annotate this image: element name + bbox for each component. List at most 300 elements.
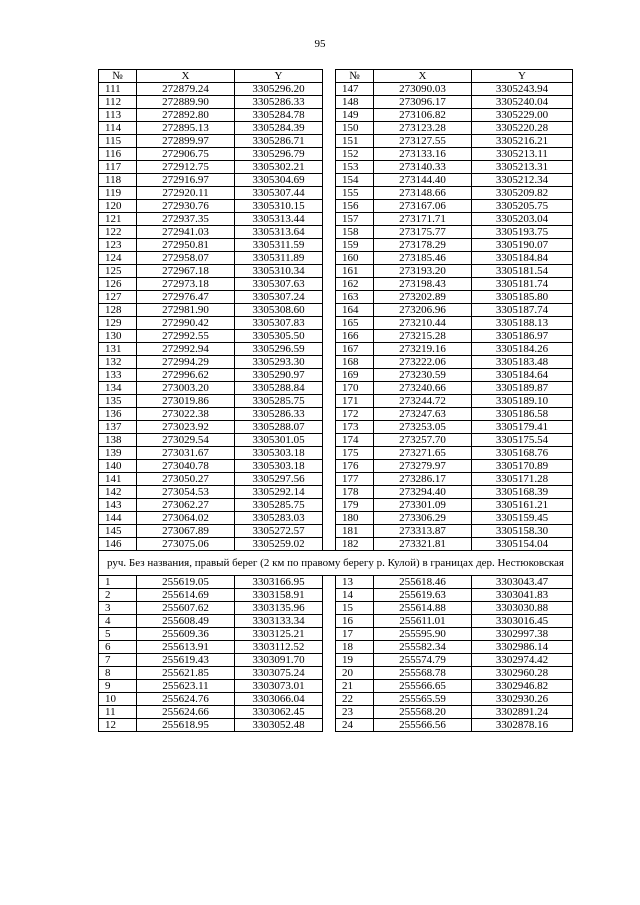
point-number: 151: [336, 135, 374, 148]
header-y: Y: [472, 70, 573, 83]
x-coordinate: 255613.91: [137, 641, 235, 654]
y-coordinate: 3305181.54: [472, 265, 573, 278]
column-gap: [323, 719, 336, 732]
table-row: [99, 602, 573, 615]
point-number: 162: [336, 278, 374, 291]
table-row: [99, 252, 573, 265]
point-number: 3: [99, 602, 137, 615]
point-number: 137: [99, 421, 137, 434]
point-number: 163: [336, 291, 374, 304]
section-title-body: [99, 551, 573, 576]
x-coordinate: 255619.05: [137, 576, 235, 589]
y-coordinate: 3305285.75: [235, 395, 323, 408]
point-number: 117: [99, 161, 137, 174]
x-coordinate: 255619.43: [137, 654, 235, 667]
y-coordinate: 3303166.95: [235, 576, 323, 589]
y-coordinate: 3305288.84: [235, 382, 323, 395]
column-gap: [323, 226, 336, 239]
column-gap: [323, 174, 336, 187]
point-number: 160: [336, 252, 374, 265]
x-coordinate: 255614.69: [137, 589, 235, 602]
x-coordinate: 273148.66: [374, 187, 472, 200]
point-number: 6: [99, 641, 137, 654]
x-coordinate: 273127.55: [374, 135, 472, 148]
point-number: 154: [336, 174, 374, 187]
y-coordinate: 3305175.54: [472, 434, 573, 447]
x-coordinate: 255566.56: [374, 719, 472, 732]
y-coordinate: 3303073.01: [235, 680, 323, 693]
point-number: 176: [336, 460, 374, 473]
point-number: 157: [336, 213, 374, 226]
y-coordinate: 3305220.28: [472, 122, 573, 135]
point-number: 171: [336, 395, 374, 408]
y-coordinate: 3302974.42: [472, 654, 573, 667]
y-coordinate: 3305307.24: [235, 291, 323, 304]
column-gap: [323, 356, 336, 369]
column-gap: [323, 706, 336, 719]
section-title-row: [99, 551, 573, 576]
column-gap: [323, 265, 336, 278]
x-coordinate: 272976.47: [137, 291, 235, 304]
y-coordinate: 3305189.10: [472, 395, 573, 408]
y-coordinate: 3305154.04: [472, 538, 573, 551]
y-coordinate: 3305158.30: [472, 525, 573, 538]
point-number: 138: [99, 434, 137, 447]
point-number: 131: [99, 343, 137, 356]
x-coordinate: 272941.03: [137, 226, 235, 239]
x-coordinate: 255611.01: [374, 615, 472, 628]
y-coordinate: 3303135.96: [235, 602, 323, 615]
y-coordinate: 3305189.87: [472, 382, 573, 395]
y-coordinate: 3303158.91: [235, 589, 323, 602]
y-coordinate: 3305240.04: [472, 96, 573, 109]
y-coordinate: 3305311.59: [235, 239, 323, 252]
point-number: 172: [336, 408, 374, 421]
y-coordinate: 3305168.76: [472, 447, 573, 460]
y-coordinate: 3305304.69: [235, 174, 323, 187]
point-number: 149: [336, 109, 374, 122]
x-coordinate: 273171.71: [374, 213, 472, 226]
y-coordinate: 3305310.34: [235, 265, 323, 278]
column-gap: [323, 213, 336, 226]
column-gap: [323, 304, 336, 317]
x-coordinate: 273206.96: [374, 304, 472, 317]
point-number: 4: [99, 615, 137, 628]
point-number: 174: [336, 434, 374, 447]
y-coordinate: 3305212.34: [472, 174, 573, 187]
table-row: [99, 719, 573, 732]
y-coordinate: 3305313.44: [235, 213, 323, 226]
x-coordinate: 273019.86: [137, 395, 235, 408]
point-number: 168: [336, 356, 374, 369]
table-row: [99, 421, 573, 434]
table-row: [99, 304, 573, 317]
page-number: 95: [314, 38, 326, 50]
x-coordinate: 272973.18: [137, 278, 235, 291]
y-coordinate: 3305303.18: [235, 447, 323, 460]
x-coordinate: 272916.97: [137, 174, 235, 187]
column-gap: [323, 602, 336, 615]
y-coordinate: 3305184.84: [472, 252, 573, 265]
y-coordinate: 3303075.24: [235, 667, 323, 680]
table-row: [99, 576, 573, 589]
x-coordinate: 273031.67: [137, 447, 235, 460]
point-number: 165: [336, 317, 374, 330]
table-row: [99, 512, 573, 525]
x-coordinate: 273067.89: [137, 525, 235, 538]
column-gap: [323, 434, 336, 447]
column-gap: [323, 525, 336, 538]
header-x: X: [374, 70, 472, 83]
x-coordinate: 255582.34: [374, 641, 472, 654]
column-gap: [323, 512, 336, 525]
y-coordinate: 3305186.58: [472, 408, 573, 421]
point-number: 164: [336, 304, 374, 317]
point-number: 155: [336, 187, 374, 200]
point-number: 132: [99, 356, 137, 369]
x-coordinate: 273175.77: [374, 226, 472, 239]
point-number: 111: [99, 83, 137, 96]
column-gap: [323, 161, 336, 174]
y-coordinate: 3305184.64: [472, 369, 573, 382]
x-coordinate: 273210.44: [374, 317, 472, 330]
column-gap: [323, 615, 336, 628]
y-coordinate: 3303052.48: [235, 719, 323, 732]
point-number: 175: [336, 447, 374, 460]
column-gap: [323, 369, 336, 382]
x-coordinate: 272992.94: [137, 343, 235, 356]
y-coordinate: 3305311.89: [235, 252, 323, 265]
column-gap: [323, 447, 336, 460]
x-coordinate: 273106.82: [374, 109, 472, 122]
table-row: [99, 434, 573, 447]
column-gap: [323, 330, 336, 343]
point-number: 24: [336, 719, 374, 732]
x-coordinate: 272920.11: [137, 187, 235, 200]
table-row: [99, 330, 573, 343]
x-coordinate: 272895.13: [137, 122, 235, 135]
x-coordinate: 273271.65: [374, 447, 472, 460]
point-number: 161: [336, 265, 374, 278]
y-coordinate: 3302986.14: [472, 641, 573, 654]
point-number: 139: [99, 447, 137, 460]
y-coordinate: 3305297.56: [235, 473, 323, 486]
point-number: 129: [99, 317, 137, 330]
table-row: [99, 499, 573, 512]
x-coordinate: 273133.16: [374, 148, 472, 161]
point-number: 141: [99, 473, 137, 486]
point-number: 14: [336, 589, 374, 602]
y-coordinate: 3305272.57: [235, 525, 323, 538]
point-number: 22: [336, 693, 374, 706]
table-row: [99, 654, 573, 667]
point-number: 121: [99, 213, 137, 226]
column-gap: [323, 473, 336, 486]
table-row: [99, 693, 573, 706]
y-coordinate: 3302878.16: [472, 719, 573, 732]
column-gap: [323, 693, 336, 706]
column-gap: [323, 641, 336, 654]
point-number: 145: [99, 525, 137, 538]
point-number: 169: [336, 369, 374, 382]
x-coordinate: 272994.29: [137, 356, 235, 369]
point-number: 11: [99, 706, 137, 719]
point-number: 9: [99, 680, 137, 693]
header-num: №: [99, 70, 137, 83]
x-coordinate: 255595.90: [374, 628, 472, 641]
x-coordinate: 273054.53: [137, 486, 235, 499]
table-row: [99, 382, 573, 395]
x-coordinate: 272967.18: [137, 265, 235, 278]
x-coordinate: 272950.81: [137, 239, 235, 252]
x-coordinate: 255624.76: [137, 693, 235, 706]
y-coordinate: 3305216.21: [472, 135, 573, 148]
point-number: 148: [336, 96, 374, 109]
table-row: [99, 226, 573, 239]
x-coordinate: 273075.06: [137, 538, 235, 551]
x-coordinate: 272958.07: [137, 252, 235, 265]
x-coordinate: 273301.09: [374, 499, 472, 512]
y-coordinate: 3305305.50: [235, 330, 323, 343]
point-number: 2: [99, 589, 137, 602]
point-number: 142: [99, 486, 137, 499]
table-row: [99, 278, 573, 291]
y-coordinate: 3305161.21: [472, 499, 573, 512]
point-number: 134: [99, 382, 137, 395]
y-coordinate: 3302960.28: [472, 667, 573, 680]
table-row: [99, 589, 573, 602]
y-coordinate: 3305293.30: [235, 356, 323, 369]
y-coordinate: 3302997.38: [472, 628, 573, 641]
table-row: [99, 174, 573, 187]
y-coordinate: 3305285.75: [235, 499, 323, 512]
y-coordinate: 3305296.79: [235, 148, 323, 161]
table-row: [99, 680, 573, 693]
y-coordinate: 3305190.07: [472, 239, 573, 252]
point-number: 144: [99, 512, 137, 525]
y-coordinate: 3305159.45: [472, 512, 573, 525]
x-coordinate: 273140.33: [374, 161, 472, 174]
table-row: [99, 460, 573, 473]
y-coordinate: 3305179.41: [472, 421, 573, 434]
point-number: 177: [336, 473, 374, 486]
y-coordinate: 3305284.78: [235, 109, 323, 122]
column-gap: [323, 317, 336, 330]
y-coordinate: 3303125.21: [235, 628, 323, 641]
table-row: [99, 447, 573, 460]
column-gap: [323, 421, 336, 434]
point-number: 181: [336, 525, 374, 538]
x-coordinate: 255609.36: [137, 628, 235, 641]
column-gap: [323, 486, 336, 499]
table-row: [99, 369, 573, 382]
column-gap: [323, 148, 336, 161]
y-coordinate: 3305290.97: [235, 369, 323, 382]
point-number: 150: [336, 122, 374, 135]
point-number: 146: [99, 538, 137, 551]
table-row: [99, 395, 573, 408]
x-coordinate: 272981.90: [137, 304, 235, 317]
y-coordinate: 3305292.14: [235, 486, 323, 499]
x-coordinate: 273003.20: [137, 382, 235, 395]
y-coordinate: 3305243.94: [472, 83, 573, 96]
point-number: 152: [336, 148, 374, 161]
section-title: руч. Без названия, правый берег (2 км по правому берегу р. Кулой) в границах дер. Нестюковская: [99, 551, 573, 576]
x-coordinate: 273306.29: [374, 512, 472, 525]
x-coordinate: 272889.90: [137, 96, 235, 109]
x-coordinate: 255574.79: [374, 654, 472, 667]
x-coordinate: 273022.38: [137, 408, 235, 421]
x-coordinate: 255623.11: [137, 680, 235, 693]
table-row: [99, 473, 573, 486]
y-coordinate: 3305188.13: [472, 317, 573, 330]
y-coordinate: 3305301.05: [235, 434, 323, 447]
table-row: [99, 122, 573, 135]
x-coordinate: 272930.76: [137, 200, 235, 213]
y-coordinate: 3305284.39: [235, 122, 323, 135]
y-coordinate: 3305308.60: [235, 304, 323, 317]
point-number: 179: [336, 499, 374, 512]
table-row: [99, 525, 573, 538]
y-coordinate: 3305205.75: [472, 200, 573, 213]
point-number: 158: [336, 226, 374, 239]
point-number: 7: [99, 654, 137, 667]
column-gap: [323, 589, 336, 602]
point-number: 182: [336, 538, 374, 551]
x-coordinate: 255621.85: [137, 667, 235, 680]
y-coordinate: 3305183.48: [472, 356, 573, 369]
point-number: 143: [99, 499, 137, 512]
point-number: 135: [99, 395, 137, 408]
column-gap: [323, 667, 336, 680]
table-row: [99, 667, 573, 680]
y-coordinate: 3305283.03: [235, 512, 323, 525]
y-coordinate: 3305213.11: [472, 148, 573, 161]
table-row: [99, 538, 573, 551]
table-row: [99, 486, 573, 499]
y-coordinate: 3305296.20: [235, 83, 323, 96]
table-row: [99, 706, 573, 719]
x-coordinate: 272937.35: [137, 213, 235, 226]
y-coordinate: 3305286.33: [235, 96, 323, 109]
x-coordinate: 273062.27: [137, 499, 235, 512]
x-coordinate: 273198.43: [374, 278, 472, 291]
table-row: [99, 96, 573, 109]
y-coordinate: 3305185.80: [472, 291, 573, 304]
x-coordinate: 255566.65: [374, 680, 472, 693]
y-coordinate: 3303062.45: [235, 706, 323, 719]
y-coordinate: 3305187.74: [472, 304, 573, 317]
x-coordinate: 273244.72: [374, 395, 472, 408]
column-gap: [323, 460, 336, 473]
table-row: [99, 628, 573, 641]
x-coordinate: 272912.75: [137, 161, 235, 174]
point-number: 114: [99, 122, 137, 135]
point-number: 17: [336, 628, 374, 641]
y-coordinate: 3305286.71: [235, 135, 323, 148]
y-coordinate: 3302891.24: [472, 706, 573, 719]
x-coordinate: 273123.28: [374, 122, 472, 135]
x-coordinate: 273090.03: [374, 83, 472, 96]
y-coordinate: 3305170.89: [472, 460, 573, 473]
point-number: 20: [336, 667, 374, 680]
column-gap: [323, 654, 336, 667]
x-coordinate: 273286.17: [374, 473, 472, 486]
point-number: 127: [99, 291, 137, 304]
point-number: 180: [336, 512, 374, 525]
column-gap: [323, 96, 336, 109]
point-number: 119: [99, 187, 137, 200]
x-coordinate: 272906.75: [137, 148, 235, 161]
point-number: 147: [336, 83, 374, 96]
y-coordinate: 3303133.34: [235, 615, 323, 628]
column-gap: [323, 395, 336, 408]
point-number: 128: [99, 304, 137, 317]
y-coordinate: 3305302.21: [235, 161, 323, 174]
column-gap: [323, 408, 336, 421]
x-coordinate: 272879.24: [137, 83, 235, 96]
point-number: 136: [99, 408, 137, 421]
table-row: [99, 83, 573, 96]
x-coordinate: 255608.49: [137, 615, 235, 628]
y-coordinate: 3305181.74: [472, 278, 573, 291]
point-number: 170: [336, 382, 374, 395]
y-coordinate: 3305307.63: [235, 278, 323, 291]
point-number: 122: [99, 226, 137, 239]
table-row: [99, 317, 573, 330]
point-number: 19: [336, 654, 374, 667]
point-number: 10: [99, 693, 137, 706]
point-number: 125: [99, 265, 137, 278]
y-coordinate: 3303041.83: [472, 589, 573, 602]
y-coordinate: 3302946.82: [472, 680, 573, 693]
point-number: 113: [99, 109, 137, 122]
point-number: 133: [99, 369, 137, 382]
column-gap: [323, 252, 336, 265]
y-coordinate: 3305186.97: [472, 330, 573, 343]
x-coordinate: 272892.80: [137, 109, 235, 122]
point-number: 23: [336, 706, 374, 719]
x-coordinate: 273096.17: [374, 96, 472, 109]
column-gap: [323, 343, 336, 356]
point-number: 5: [99, 628, 137, 641]
table-row: [99, 265, 573, 278]
y-coordinate: 3303112.52: [235, 641, 323, 654]
table-header-row: [99, 70, 573, 83]
x-coordinate: 273222.06: [374, 356, 472, 369]
point-number: 116: [99, 148, 137, 161]
table-row: [99, 135, 573, 148]
column-gap: [323, 680, 336, 693]
y-coordinate: 3305288.07: [235, 421, 323, 434]
point-number: 153: [336, 161, 374, 174]
y-coordinate: 3305213.31: [472, 161, 573, 174]
table-row: [99, 408, 573, 421]
x-coordinate: 273294.40: [374, 486, 472, 499]
point-number: 159: [336, 239, 374, 252]
header-y: Y: [235, 70, 323, 83]
y-coordinate: 3305184.26: [472, 343, 573, 356]
x-coordinate: 273023.92: [137, 421, 235, 434]
point-number: 166: [336, 330, 374, 343]
table-row: [99, 200, 573, 213]
x-coordinate: 273202.89: [374, 291, 472, 304]
point-number: 15: [336, 602, 374, 615]
point-number: 173: [336, 421, 374, 434]
x-coordinate: 272992.55: [137, 330, 235, 343]
y-coordinate: 3305168.39: [472, 486, 573, 499]
table-row: [99, 615, 573, 628]
